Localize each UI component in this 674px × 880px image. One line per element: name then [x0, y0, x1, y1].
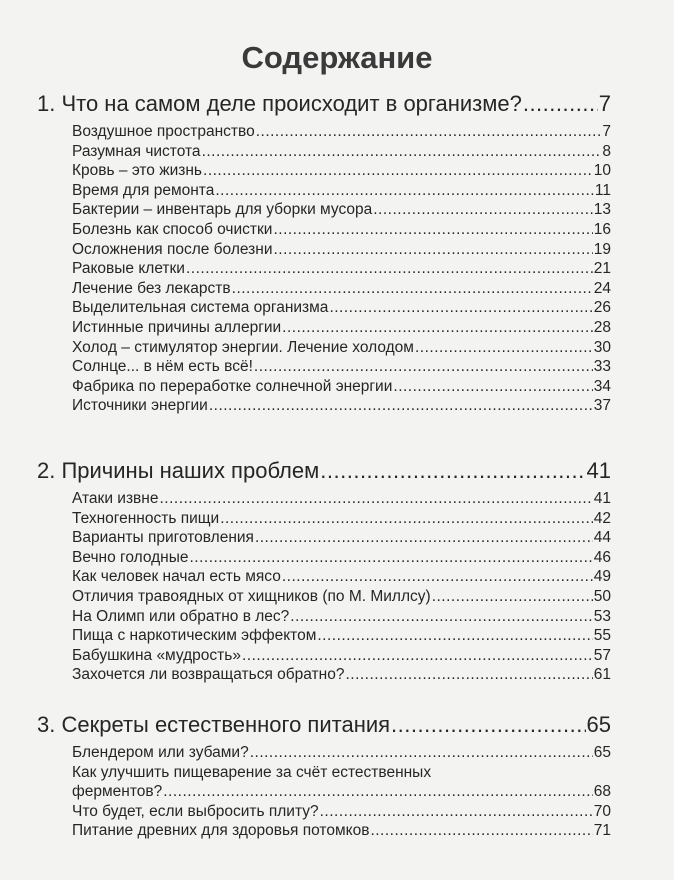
dot-leader: [282, 318, 593, 338]
entry-page: 7: [602, 123, 611, 140]
dot-leader: [232, 279, 593, 299]
entry-page: 71: [593, 822, 611, 840]
entry-title: Атаки извне: [72, 490, 159, 507]
entry-title: Как человек начал есть мясо: [72, 568, 281, 586]
dot-leader: [220, 509, 593, 529]
chapter-page: 7: [598, 91, 611, 116]
entry-page: 11: [594, 181, 611, 199]
entry-page: 53: [593, 607, 611, 625]
toc-chapter-3: [37, 711, 611, 841]
dot-leader: [273, 220, 592, 240]
dot-leader: [163, 782, 593, 802]
entry-page: 33: [593, 358, 611, 376]
entry-title: Истинные причины аллергии: [72, 318, 282, 336]
entry-title: Бабушкина «мудрость»: [72, 646, 241, 664]
toc-entry[interactable]: [72, 782, 611, 802]
chapter-heading[interactable]: [37, 457, 611, 485]
toc-entry[interactable]: [72, 338, 611, 358]
entry-title: Пища с наркотическим эффектом: [72, 627, 317, 645]
entry-list: [72, 743, 611, 841]
page-title: Содержание: [241, 40, 433, 75]
entry-list: [72, 489, 611, 685]
entry-page: 37: [593, 397, 611, 415]
dot-leader: [320, 802, 593, 822]
chapter-page: 65: [586, 712, 611, 737]
toc-entry[interactable]: [72, 279, 611, 299]
dot-leader: [345, 665, 592, 685]
toc-entry[interactable]: [72, 220, 611, 240]
entry-page: 61: [593, 666, 611, 684]
entry-page: 55: [593, 627, 611, 645]
entry-page: 68: [593, 783, 611, 801]
chapter-title: 1. Что на самом деле происходит в организме?: [37, 91, 522, 116]
entry-title: Солнце... в нём есть всё!: [72, 358, 253, 376]
chapter-heading[interactable]: [37, 90, 611, 118]
dot-leader: [317, 626, 592, 646]
chapter-title: 2. Причины наших проблем: [37, 458, 320, 483]
toc-entry[interactable]: [72, 821, 611, 841]
chapter-page: 41: [586, 458, 611, 483]
entry-page: 24: [593, 279, 611, 297]
entry-title: Холод – стимулятор энергии. Лечение холодом: [72, 338, 414, 356]
toc-entry[interactable]: [72, 567, 611, 587]
dot-leader: [242, 646, 593, 666]
dot-leader: [215, 181, 594, 201]
toc-entry[interactable]: [72, 318, 611, 338]
dot-leader: [254, 357, 593, 377]
toc-entry[interactable]: [72, 122, 611, 142]
entry-page: 8: [602, 142, 611, 160]
entry-page: 13: [593, 201, 611, 219]
toc-entry[interactable]: [72, 240, 611, 260]
entry-page: 26: [593, 299, 611, 317]
dot-leader: [373, 200, 593, 220]
dot-leader: [256, 122, 602, 142]
entry-title: Время для ремонта: [72, 181, 215, 199]
toc-entry[interactable]: [72, 259, 611, 279]
dot-leader: [186, 259, 593, 279]
entry-page: 16: [593, 220, 611, 238]
toc-entry[interactable]: [72, 548, 611, 568]
dot-leader: [370, 821, 592, 841]
entry-title: Питание древних для здоровья потомков: [72, 822, 370, 840]
toc-entry[interactable]: [72, 607, 611, 627]
toc-entry[interactable]: [72, 181, 611, 201]
entry-title: На Олимп или обратно в лес?: [72, 607, 290, 625]
toc-entry[interactable]: [72, 646, 611, 666]
entry-title: Кровь – это жизнь: [72, 162, 203, 180]
entry-page: 46: [593, 548, 611, 566]
dot-leader: [159, 489, 592, 509]
entry-page: 19: [593, 240, 611, 258]
entry-page: 10: [593, 162, 611, 180]
dot-leader: [203, 161, 593, 181]
entry-title: Выделительная система организма: [72, 299, 329, 317]
dot-leader: [290, 607, 592, 627]
entry-title: Разумная чистота: [72, 142, 201, 160]
toc-entry[interactable]: [72, 802, 611, 822]
toc-entry[interactable]: [72, 142, 611, 162]
entry-title: Лечение без лекарств: [72, 279, 231, 297]
entry-title: Фабрика по переработке солнечной энергии: [72, 377, 393, 395]
dot-leader: [282, 567, 593, 587]
entry-title: Что будет, если выбросить плиту?: [72, 802, 319, 820]
toc-entry[interactable]: [72, 509, 611, 529]
dot-leader: [209, 396, 593, 416]
dot-leader: [189, 548, 592, 568]
entry-page: 44: [593, 529, 611, 547]
entry-page: 41: [593, 490, 611, 507]
dot-leader: [329, 298, 592, 318]
entry-page: 34: [593, 377, 611, 395]
dot-leader: [273, 240, 592, 260]
entry-page: 30: [593, 338, 611, 356]
entry-title: Раковые клетки: [72, 260, 185, 278]
entry-title: ферментов?: [72, 783, 163, 801]
toc-entry[interactable]: [72, 377, 611, 397]
entry-title: Источники энергии: [72, 397, 208, 415]
toc-entry[interactable]: [72, 298, 611, 318]
dot-leader: [415, 338, 593, 358]
toc-entry[interactable]: [72, 587, 611, 607]
entry-page: 49: [593, 568, 611, 586]
entry-page: 65: [593, 744, 611, 761]
dot-leader: [391, 711, 585, 739]
entry-page: 50: [593, 587, 611, 605]
entry-list: [72, 122, 611, 416]
toc-chapter-1: [37, 90, 611, 416]
dot-leader: [523, 90, 598, 118]
entry-title: Болезнь как способ очистки: [72, 220, 273, 238]
dot-leader: [432, 587, 593, 607]
chapter-title: 3. Секреты естественного питания: [37, 712, 391, 737]
toc-entry[interactable]: [72, 489, 611, 509]
dot-leader: [250, 743, 593, 763]
toc-entry[interactable]: [72, 396, 611, 416]
toc-chapter-2: [37, 457, 611, 685]
entry-page: 28: [593, 318, 611, 336]
chapter-heading[interactable]: [37, 711, 611, 739]
entry-title-line: Как улучшить пищеварение за счёт естественных: [72, 763, 432, 781]
entry-title: Варианты приготовления: [72, 529, 254, 547]
entry-title: Блендером или зубами?: [72, 744, 249, 761]
entry-title: Бактерии – инвентарь для уборки мусора: [72, 201, 373, 219]
entry-page: 21: [593, 260, 611, 278]
entry-page: 42: [593, 509, 611, 527]
entry-title: Техногенность пищи: [72, 509, 220, 527]
entry-title: Отличия травоядных от хищников (по М. Миллсу): [72, 587, 431, 605]
toc-entry[interactable]: [72, 528, 611, 548]
entry-title: Осложнения после болезни: [72, 240, 273, 258]
dot-leader: [320, 457, 585, 485]
entry-title: Воздушное пространство: [72, 123, 255, 140]
toc-entry[interactable]: [72, 200, 611, 220]
toc-entry[interactable]: [72, 743, 611, 763]
dot-leader: [255, 528, 593, 548]
entry-title: Захочется ли возвращаться обратно?: [72, 666, 345, 684]
toc-entry[interactable]: [72, 626, 611, 646]
entry-page: 57: [593, 646, 611, 664]
entry-title: Вечно голодные: [72, 548, 189, 566]
toc-entry[interactable]: [72, 161, 611, 181]
entry-page: 70: [593, 802, 611, 820]
dot-leader: [393, 377, 592, 397]
toc-entry[interactable]: [72, 665, 611, 685]
dot-leader: [202, 142, 602, 162]
toc-entry[interactable]: [72, 357, 611, 377]
